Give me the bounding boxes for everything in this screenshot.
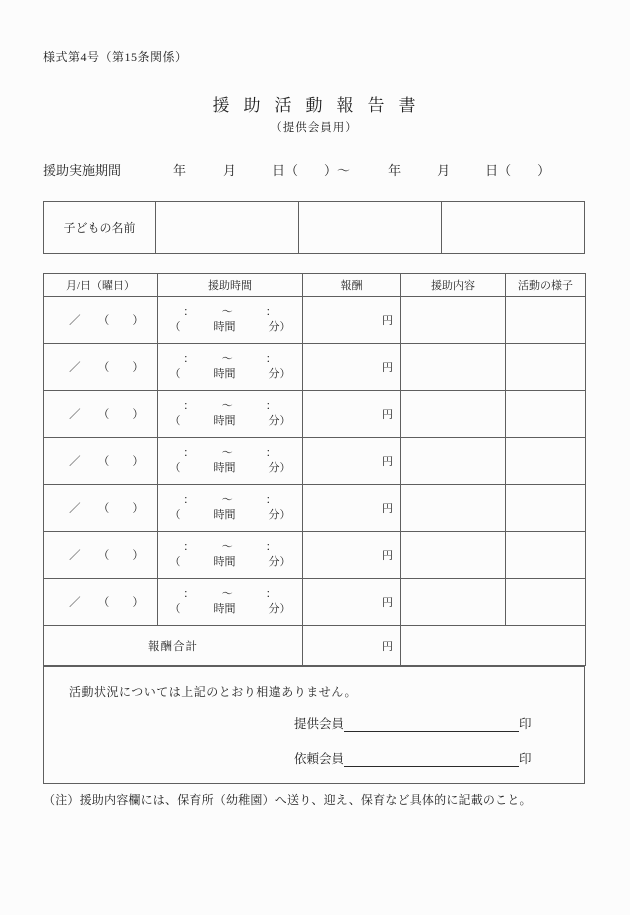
activity-row	[44, 579, 586, 626]
col-header-activity-state: 活動の様子	[506, 274, 586, 297]
child-name-table	[43, 201, 585, 254]
declaration-statement: 活動状況については上記のとおり相違ありません。	[69, 685, 357, 699]
time-duration-line: （ 時間 分）	[169, 321, 291, 333]
reward-total-cell: 円	[303, 626, 401, 666]
activity-row	[44, 297, 586, 344]
time-duration-line: （ 時間 分）	[169, 462, 291, 474]
reward-cell: 円	[303, 579, 401, 626]
time-duration-line: （ 時間 分）	[169, 556, 291, 568]
activity-table	[43, 273, 586, 666]
time-cell	[158, 485, 303, 532]
col-header-date-weekday: 月/日（曜日）	[44, 274, 158, 297]
reward-total-row	[44, 626, 586, 666]
time-range-line: ： ～ ：	[183, 400, 277, 412]
activity-row	[44, 532, 586, 579]
activity-state-cell	[506, 532, 586, 579]
child-name-field-3	[442, 202, 585, 254]
activity-row	[44, 391, 586, 438]
time-range-line: ： ～ ：	[183, 306, 277, 318]
provider-signature-line	[344, 718, 519, 732]
requester-seal-label: 印	[519, 752, 532, 766]
provider-seal-label: 印	[519, 717, 532, 731]
provider-label: 提供会員	[294, 717, 345, 731]
date-cell: ／ （ ）	[44, 532, 158, 579]
date-cell: ／ （ ）	[44, 391, 158, 438]
assistance-period-row	[43, 160, 585, 179]
time-duration-line: （ 時間 分）	[169, 368, 291, 380]
col-header-reward: 報酬	[303, 274, 401, 297]
assist-content-cell	[401, 579, 506, 626]
activity-row	[44, 485, 586, 532]
date-cell: ／ （ ）	[44, 297, 158, 344]
period-start-day-weekday: 日（ ）～	[272, 163, 351, 178]
period-end-month: 月	[437, 163, 451, 178]
assist-content-cell	[401, 344, 506, 391]
activity-state-cell	[506, 579, 586, 626]
assist-content-cell	[401, 532, 506, 579]
provider-signature-row	[294, 714, 584, 732]
activity-state-cell	[506, 438, 586, 485]
time-range-line: ： ～ ：	[183, 541, 277, 553]
time-range-line: ： ～ ：	[183, 588, 277, 600]
assist-content-cell	[401, 438, 506, 485]
period-start-month: 月	[223, 163, 237, 178]
date-cell: ／ （ ）	[44, 438, 158, 485]
date-cell: ／ （ ）	[44, 485, 158, 532]
reward-total-empty-cell	[401, 626, 586, 666]
col-header-assist-time: 援助時間	[158, 274, 303, 297]
child-name-row	[44, 202, 585, 254]
time-duration-line: （ 時間 分）	[169, 603, 291, 615]
requester-signature-row	[294, 749, 584, 767]
time-range-line: ： ～ ：	[183, 447, 277, 459]
time-cell	[158, 438, 303, 485]
time-duration-line: （ 時間 分）	[169, 509, 291, 521]
date-cell: ／ （ ）	[44, 579, 158, 626]
period-start-year: 年	[173, 163, 187, 178]
activity-state-cell	[506, 297, 586, 344]
assist-content-cell	[401, 485, 506, 532]
declaration-box	[43, 666, 585, 784]
footnote: （注）援助内容欄には、保育所（幼稚園）へ送り、迎え、保育など具体的に記載のこと。	[43, 793, 532, 807]
requester-signature-line	[344, 753, 519, 767]
activity-state-cell	[506, 391, 586, 438]
period-end-year: 年	[388, 163, 402, 178]
time-cell	[158, 391, 303, 438]
date-cell: ／ （ ）	[44, 344, 158, 391]
time-range-line: ： ～ ：	[183, 494, 277, 506]
requester-label: 依頼会員	[294, 752, 345, 766]
page-subtitle: （提供会員用）	[270, 122, 358, 134]
period-label: 援助実施期間	[43, 163, 122, 178]
time-cell	[158, 344, 303, 391]
reward-total-label: 報酬合計	[44, 626, 303, 666]
activity-row	[44, 344, 586, 391]
reward-cell: 円	[303, 391, 401, 438]
activity-row	[44, 438, 586, 485]
reward-cell: 円	[303, 532, 401, 579]
reward-cell: 円	[303, 344, 401, 391]
reward-cell: 円	[303, 485, 401, 532]
time-cell	[158, 532, 303, 579]
activity-table-header	[44, 274, 586, 297]
activity-state-cell	[506, 344, 586, 391]
activity-rows	[44, 297, 586, 626]
time-duration-line: （ 時間 分）	[169, 415, 291, 427]
form-number: 様式第4号（第15条関係）	[43, 50, 188, 64]
activity-state-cell	[506, 485, 586, 532]
child-name-field-1	[156, 202, 299, 254]
time-cell	[158, 297, 303, 344]
time-cell	[158, 579, 303, 626]
time-range-line: ： ～ ：	[183, 353, 277, 365]
child-name-field-2	[299, 202, 442, 254]
period-end-day-weekday: 日（ ）	[485, 163, 551, 178]
col-header-assist-content: 援助内容	[401, 274, 506, 297]
child-name-label: 子どもの名前	[44, 202, 156, 254]
page-title: 援助活動報告書	[212, 96, 430, 115]
reward-cell: 円	[303, 297, 401, 344]
assist-content-cell	[401, 391, 506, 438]
assist-content-cell	[401, 297, 506, 344]
reward-cell: 円	[303, 438, 401, 485]
